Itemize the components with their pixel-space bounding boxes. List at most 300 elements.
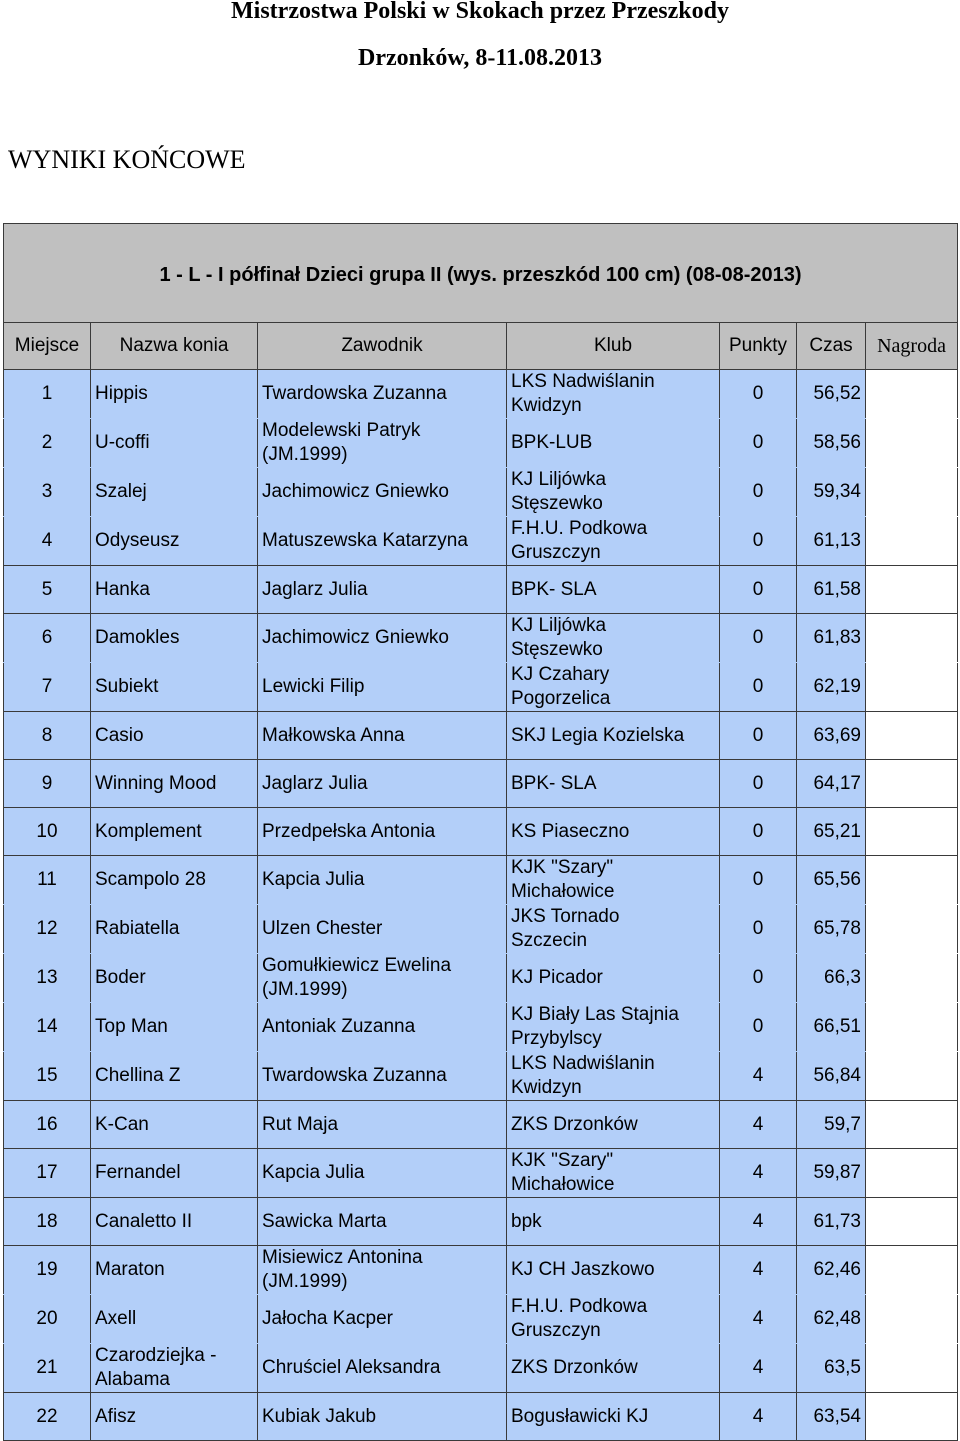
club-cell — [507, 856, 720, 905]
place-cell — [4, 566, 91, 614]
table-row — [4, 1101, 958, 1149]
place-text: 3 — [41, 481, 53, 502]
table-row — [4, 517, 958, 566]
competition-title-row — [4, 224, 958, 323]
rider-cell — [258, 1393, 507, 1441]
time-cell — [797, 712, 866, 760]
column-header-rider: Zawodnik — [258, 323, 507, 370]
horse-cell — [91, 1149, 258, 1198]
place-text: 8 — [41, 724, 53, 746]
place-text: 6 — [41, 627, 53, 648]
club-text: KJ Liljówka — [511, 469, 607, 490]
club-cell — [507, 1052, 720, 1101]
horse-text: Hippis — [95, 383, 148, 404]
points-text: 0 — [752, 676, 764, 697]
time-cell — [797, 419, 866, 468]
place-text: 15 — [36, 1065, 58, 1086]
club-text: F.H.U. Podkowa — [511, 1296, 648, 1317]
club-cell — [507, 1344, 720, 1393]
horse-text: Maraton — [95, 1259, 165, 1280]
rider-text: Jaglarz Julia — [262, 772, 368, 794]
prize-cell — [866, 566, 958, 614]
place-cell — [4, 370, 91, 419]
place-cell — [4, 856, 91, 905]
rider-cell — [258, 760, 507, 808]
rider-cell — [258, 808, 507, 856]
horse-cell — [91, 1344, 258, 1393]
time-cell — [797, 1101, 866, 1149]
points-cell — [720, 1246, 797, 1295]
rider-text: Lewicki Filip — [262, 676, 365, 697]
club-text: Stęszewko — [511, 639, 603, 660]
horse-cell — [91, 905, 258, 954]
rider-text: Sawicka Marta — [262, 1210, 387, 1232]
points-text: 4 — [752, 1405, 764, 1427]
table-row — [4, 712, 958, 760]
table-row — [4, 954, 958, 1003]
points-cell — [720, 856, 797, 905]
points-text: 0 — [752, 481, 764, 502]
time-text: 59,7 — [824, 1113, 861, 1135]
club-cell — [507, 1003, 720, 1052]
time-text: 65,56 — [813, 869, 861, 890]
prize-cell — [866, 517, 958, 566]
club-cell — [507, 1101, 720, 1149]
horse-cell — [91, 1052, 258, 1101]
time-text: 59,34 — [813, 481, 861, 502]
rider-text: (JM.1999) — [262, 444, 348, 465]
horse-text: Chellina Z — [95, 1065, 181, 1086]
column-header-prize: Nagroda — [866, 323, 958, 370]
club-text: LKS Nadwiślanin — [511, 1053, 655, 1074]
club-text: LKS Nadwiślanin — [511, 371, 655, 392]
table-row — [4, 468, 958, 517]
column-header-time: Czas — [797, 323, 866, 370]
horse-text: Scampolo 28 — [95, 869, 206, 890]
place-text: 10 — [36, 820, 58, 842]
place-cell — [4, 760, 91, 808]
table-row — [4, 808, 958, 856]
rider-text: Przedpełska Antonia — [262, 820, 436, 842]
horse-text: Boder — [95, 967, 146, 988]
place-text: 22 — [36, 1405, 58, 1427]
club-text: BPK- SLA — [511, 578, 597, 600]
rider-text: (JM.1999) — [262, 979, 348, 1000]
rider-cell — [258, 712, 507, 760]
rider-cell — [258, 370, 507, 419]
points-cell — [720, 1149, 797, 1198]
club-text: Pogorzelica — [511, 688, 611, 709]
place-cell — [4, 712, 91, 760]
time-text: 62,19 — [813, 676, 861, 697]
prize-cell — [866, 712, 958, 760]
rider-text: Modelewski Patryk — [262, 420, 421, 441]
column-header-club: Klub — [507, 323, 720, 370]
points-cell — [720, 614, 797, 663]
rider-cell — [258, 856, 507, 905]
table-row — [4, 663, 958, 712]
club-text: Kwidzyn — [511, 1077, 582, 1098]
time-text: 63,54 — [813, 1405, 861, 1427]
points-text: 4 — [752, 1259, 764, 1280]
place-cell — [4, 1246, 91, 1295]
time-cell — [797, 1003, 866, 1052]
rider-cell — [258, 954, 507, 1003]
prize-cell — [866, 1246, 958, 1295]
points-text: 0 — [752, 627, 764, 648]
table-row — [4, 856, 958, 905]
club-text: Michałowice — [511, 1174, 615, 1195]
points-text: 4 — [752, 1210, 764, 1232]
time-text: 61,73 — [813, 1210, 861, 1232]
club-text: Gruszczyn — [511, 542, 601, 563]
place-cell — [4, 517, 91, 566]
rider-text: Jaglarz Julia — [262, 578, 368, 600]
prize-cell — [866, 1393, 958, 1441]
rider-cell — [258, 663, 507, 712]
horse-cell — [91, 614, 258, 663]
points-text: 0 — [752, 820, 764, 842]
rider-text: Kubiak Jakub — [262, 1405, 377, 1427]
prize-cell — [866, 808, 958, 856]
time-text: 62,48 — [813, 1308, 861, 1329]
rider-text: Małkowska Anna — [262, 724, 405, 746]
rider-text: Jachimowicz Gniewko — [262, 627, 449, 648]
rider-text: (JM.1999) — [262, 1271, 348, 1292]
points-cell — [720, 905, 797, 954]
horse-text: Subiekt — [95, 676, 159, 697]
time-cell — [797, 1393, 866, 1441]
table-row — [4, 1003, 958, 1052]
points-cell — [720, 760, 797, 808]
club-text: KJ Picador — [511, 967, 603, 988]
club-cell — [507, 1149, 720, 1198]
horse-cell — [91, 663, 258, 712]
results-body — [4, 224, 958, 1441]
horse-text: Szalej — [95, 481, 147, 502]
place-cell — [4, 468, 91, 517]
club-text: Michałowice — [511, 881, 615, 902]
place-cell — [4, 663, 91, 712]
place-cell — [4, 1344, 91, 1393]
rider-text: Antoniak Zuzanna — [262, 1016, 416, 1037]
table-row — [4, 566, 958, 614]
place-cell — [4, 808, 91, 856]
prize-cell — [866, 905, 958, 954]
rider-text: Twardowska Zuzanna — [262, 1065, 447, 1086]
points-text: 4 — [752, 1308, 764, 1329]
table-row — [4, 1052, 958, 1101]
time-cell — [797, 1149, 866, 1198]
club-cell — [507, 954, 720, 1003]
time-cell — [797, 468, 866, 517]
place-cell — [4, 1101, 91, 1149]
horse-text: Hanka — [95, 578, 150, 600]
table-row — [4, 1198, 958, 1246]
points-text: 4 — [752, 1357, 764, 1378]
time-text: 65,78 — [813, 918, 861, 939]
club-text: bpk — [511, 1210, 542, 1232]
time-text: 64,17 — [813, 772, 861, 794]
points-text: 0 — [752, 869, 764, 890]
club-cell — [507, 419, 720, 468]
club-text: BPK- SLA — [511, 772, 597, 794]
time-text: 56,52 — [813, 383, 861, 404]
points-cell — [720, 370, 797, 419]
rider-cell — [258, 1246, 507, 1295]
club-text: KS Piaseczno — [511, 820, 630, 842]
place-text: 19 — [36, 1259, 58, 1280]
club-text: BPK-LUB — [511, 432, 593, 453]
prize-cell — [866, 1003, 958, 1052]
club-text: Szczecin — [511, 930, 588, 951]
time-text: 63,69 — [813, 724, 861, 746]
rider-text: Chruściel Aleksandra — [262, 1357, 441, 1378]
rider-cell — [258, 1198, 507, 1246]
prize-cell — [866, 1198, 958, 1246]
time-cell — [797, 1198, 866, 1246]
table-row — [4, 905, 958, 954]
place-cell — [4, 954, 91, 1003]
place-text: 1 — [41, 383, 53, 404]
place-cell — [4, 419, 91, 468]
horse-cell — [91, 808, 258, 856]
prize-cell — [866, 1295, 958, 1344]
club-cell — [507, 808, 720, 856]
column-header-points: Punkty — [720, 323, 797, 370]
time-cell — [797, 614, 866, 663]
points-cell — [720, 1393, 797, 1441]
horse-text: Alabama — [95, 1369, 170, 1390]
rider-cell — [258, 517, 507, 566]
rider-text: Kapcia Julia — [262, 869, 365, 890]
points-text: 0 — [752, 1016, 764, 1037]
place-cell — [4, 1393, 91, 1441]
place-text: 4 — [41, 530, 53, 551]
time-cell — [797, 663, 866, 712]
horse-cell — [91, 1295, 258, 1344]
rider-cell — [258, 905, 507, 954]
horse-cell — [91, 1003, 258, 1052]
horse-cell — [91, 1246, 258, 1295]
time-text: 66,3 — [824, 967, 861, 988]
club-text: F.H.U. Podkowa — [511, 518, 648, 539]
time-cell — [797, 566, 866, 614]
horse-cell — [91, 566, 258, 614]
club-text: KJK "Szary" — [511, 857, 614, 878]
club-cell — [507, 468, 720, 517]
points-text: 4 — [752, 1113, 764, 1135]
column-header-place: Miejsce — [4, 323, 91, 370]
horse-cell — [91, 1101, 258, 1149]
points-cell — [720, 1101, 797, 1149]
prize-cell — [866, 468, 958, 517]
horse-text: Czarodziejka - — [95, 1345, 217, 1366]
table-row — [4, 370, 958, 419]
club-cell — [507, 614, 720, 663]
points-cell — [720, 566, 797, 614]
table-row — [4, 760, 958, 808]
column-header-row — [4, 323, 958, 370]
horse-cell — [91, 760, 258, 808]
club-cell — [507, 1198, 720, 1246]
time-cell — [797, 1344, 866, 1393]
rider-text: Ulzen Chester — [262, 918, 383, 939]
horse-text: Canaletto II — [95, 1210, 193, 1232]
place-text: 13 — [36, 967, 58, 988]
time-cell — [797, 905, 866, 954]
rider-cell — [258, 1295, 507, 1344]
club-text: Stęszewko — [511, 493, 603, 514]
horse-cell — [91, 712, 258, 760]
time-cell — [797, 760, 866, 808]
club-text: SKJ Legia Kozielska — [511, 724, 685, 746]
points-text: 0 — [752, 724, 764, 746]
club-text: KJ Czahary — [511, 664, 610, 685]
points-cell — [720, 1052, 797, 1101]
table-row — [4, 1295, 958, 1344]
horse-cell — [91, 517, 258, 566]
rider-text: Twardowska Zuzanna — [262, 383, 447, 404]
table-row — [4, 614, 958, 663]
place-text: 14 — [36, 1016, 58, 1037]
place-text: 9 — [41, 772, 53, 794]
club-text: ZKS Drzonków — [511, 1357, 638, 1378]
place-text: 11 — [37, 869, 57, 890]
rider-cell — [258, 566, 507, 614]
rider-text: Jachimowicz Gniewko — [262, 481, 449, 502]
horse-cell — [91, 856, 258, 905]
club-text: Bogusławicki KJ — [511, 1405, 649, 1427]
time-cell — [797, 1295, 866, 1344]
time-cell — [797, 1052, 866, 1101]
club-text: JKS Tornado — [511, 906, 620, 927]
points-cell — [720, 663, 797, 712]
place-text: 16 — [36, 1113, 58, 1135]
club-text: ZKS Drzonków — [511, 1113, 638, 1135]
prize-cell — [866, 856, 958, 905]
horse-cell — [91, 370, 258, 419]
horse-text: Komplement — [95, 820, 202, 842]
horse-text: Rabiatella — [95, 918, 180, 939]
points-text: 0 — [752, 578, 764, 600]
points-text: 0 — [752, 772, 764, 794]
table-row — [4, 1246, 958, 1295]
points-cell — [720, 808, 797, 856]
club-text: KJ CH Jaszkowo — [511, 1259, 655, 1280]
time-text: 65,21 — [813, 820, 861, 842]
points-text: 0 — [752, 530, 764, 551]
horse-text: Top Man — [95, 1016, 168, 1037]
club-text: Przybylscy — [511, 1028, 602, 1049]
horse-cell — [91, 954, 258, 1003]
prize-cell — [866, 663, 958, 712]
points-cell — [720, 517, 797, 566]
time-text: 61,58 — [813, 578, 861, 600]
time-text: 58,56 — [813, 432, 861, 453]
time-text: 62,46 — [813, 1259, 861, 1280]
event-place-date: Drzonków, 8-11.08.2013 — [357, 45, 602, 71]
place-text: 17 — [36, 1162, 58, 1183]
points-cell — [720, 1198, 797, 1246]
place-text: 20 — [36, 1308, 58, 1329]
time-cell — [797, 954, 866, 1003]
horse-text: Casio — [95, 724, 144, 746]
rider-cell — [258, 468, 507, 517]
time-cell — [797, 517, 866, 566]
time-cell — [797, 370, 866, 419]
horse-text: K-Can — [95, 1113, 149, 1135]
horse-cell — [91, 1393, 258, 1441]
table-row — [4, 1344, 958, 1393]
horse-cell — [91, 468, 258, 517]
club-cell — [507, 760, 720, 808]
results-heading: WYNIKI KOŃCOWE — [8, 145, 246, 174]
event-title: Mistrzostwa Polski w Skokach przez Przeszkody — [231, 0, 729, 24]
place-text: 21 — [36, 1357, 58, 1378]
place-cell — [4, 614, 91, 663]
place-text: 7 — [41, 676, 53, 697]
prize-cell — [866, 419, 958, 468]
place-text: 2 — [41, 432, 53, 453]
club-text: Gruszczyn — [511, 1320, 601, 1341]
time-text: 56,84 — [813, 1065, 861, 1086]
points-cell — [720, 419, 797, 468]
prize-cell — [866, 1149, 958, 1198]
rider-text: Jałocha Kacper — [262, 1308, 393, 1329]
table-row — [4, 1393, 958, 1441]
prize-cell — [866, 954, 958, 1003]
results-table — [3, 223, 958, 1441]
club-text: KJ Biały Las Stajnia — [511, 1004, 679, 1025]
horse-text: Fernandel — [95, 1162, 181, 1183]
club-cell — [507, 566, 720, 614]
table-row — [4, 1149, 958, 1198]
prize-cell — [866, 370, 958, 419]
club-cell — [507, 712, 720, 760]
time-cell — [797, 808, 866, 856]
rider-text: Kapcia Julia — [262, 1162, 365, 1183]
place-cell — [4, 1149, 91, 1198]
horse-text: U-coffi — [95, 432, 150, 453]
place-cell — [4, 1295, 91, 1344]
prize-cell — [866, 760, 958, 808]
points-cell — [720, 712, 797, 760]
points-cell — [720, 1295, 797, 1344]
time-text: 63,5 — [824, 1357, 861, 1378]
horse-text: Axell — [95, 1308, 137, 1329]
place-cell — [4, 1003, 91, 1052]
table-row — [4, 419, 958, 468]
rider-cell — [258, 1003, 507, 1052]
prize-cell — [866, 614, 958, 663]
points-text: 4 — [752, 1162, 764, 1183]
points-text: 0 — [752, 383, 764, 404]
place-cell — [4, 1052, 91, 1101]
horse-text: Winning Mood — [95, 772, 217, 794]
club-cell — [507, 663, 720, 712]
column-header-horse: Nazwa konia — [91, 323, 258, 370]
place-text: 18 — [36, 1210, 58, 1232]
club-cell — [507, 370, 720, 419]
points-text: 0 — [752, 432, 764, 453]
points-cell — [720, 1344, 797, 1393]
horse-text: Damokles — [95, 627, 180, 648]
rider-text: Gomułkiewicz Ewelina — [262, 955, 452, 976]
rider-cell — [258, 1344, 507, 1393]
time-cell — [797, 1246, 866, 1295]
time-cell — [797, 856, 866, 905]
